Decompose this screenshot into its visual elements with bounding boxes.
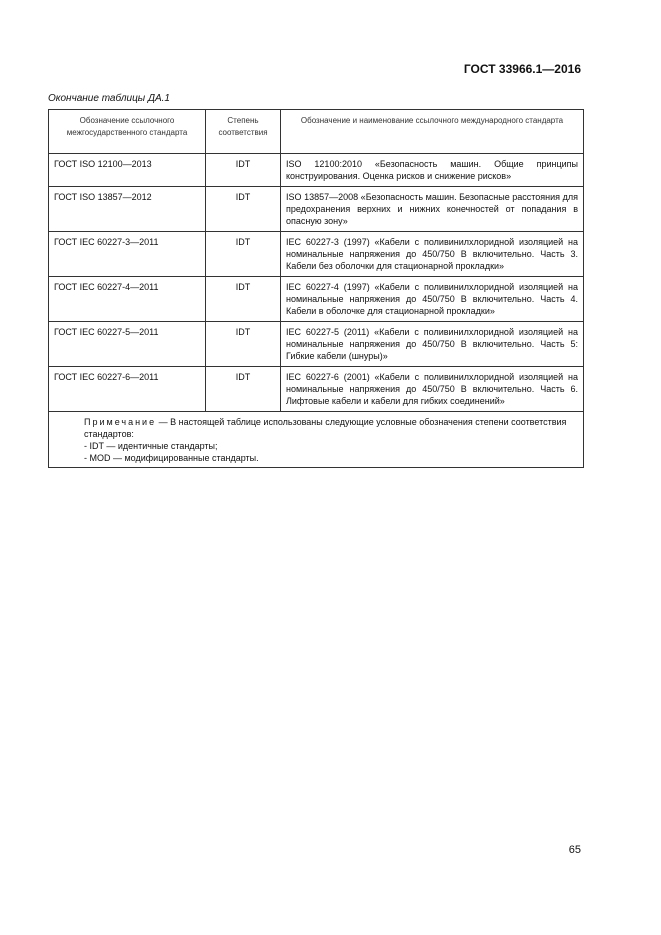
header-degree-of-conformity: Степень соответствия (206, 110, 281, 154)
note-label: Примечание (84, 417, 157, 427)
note-intro (54, 416, 578, 440)
cell-reference: IEC 60227-6 (2001) «Кабели с поливинилхлоридной изоляцией на номинальные напряжения до 450/750 В включительно. Часть 6. Лифтовые кабели и кабели для гибких соединений» (281, 367, 584, 412)
cell-designation: ГОСТ IEC 60227-3—2011 (49, 232, 206, 277)
note-text: — В настоящей таблице использованы следующие условные обозначения степени соответствия стандартов: (84, 417, 567, 439)
cell-reference: ISO 13857—2008 «Безопасность машин. Безопасные расстояния для предохранения верхних и нижних конечностей от попадания в опасную зону» (281, 187, 584, 232)
table-note-row (49, 412, 584, 468)
table-row (49, 277, 584, 322)
header-international-standard: Обозначение и наименование ссылочного международного стандарта (281, 110, 584, 154)
cell-designation: ГОСТ IEC 60227-5—2011 (49, 322, 206, 367)
cell-degree: IDT (206, 187, 281, 232)
cell-reference: IEC 60227-4 (1997) «Кабели с поливинилхлоридной изоляцией на номинальные напряжения до 450/750 В включительно. Часть 4. Кабели в оболочке для стационарной прокладки» (281, 277, 584, 322)
cell-designation: ГОСТ IEC 60227-4—2011 (49, 277, 206, 322)
table-row (49, 154, 584, 187)
cell-degree: IDT (206, 322, 281, 367)
cell-reference: IEC 60227-5 (2011) «Кабели с поливинилхлоридной изоляцией на номинальные напряжения до 450/750 В включительно. Часть 5: Гибкие кабели (шнуры)» (281, 322, 584, 367)
table-row (49, 187, 584, 232)
cell-designation: ГОСТ ISO 13857—2012 (49, 187, 206, 232)
cell-designation: ГОСТ IEC 60227-6—2011 (49, 367, 206, 412)
cell-degree: IDT (206, 154, 281, 187)
document-number: ГОСТ 33966.1—2016 (463, 62, 581, 76)
cell-designation: ГОСТ ISO 12100—2013 (49, 154, 206, 187)
reference-standards-table (48, 109, 584, 468)
cell-reference: IEC 60227-3 (1997) «Кабели с поливинилхлоридной изоляцией на номинальные напряжения до 450/750 В включительно. Часть 3. Кабели без оболочки для стационарной прокладки» (281, 232, 584, 277)
header-interstate-standard: Обозначение ссылочного межгосударственного стандарта (49, 110, 206, 154)
table-note (49, 412, 584, 468)
cell-degree: IDT (206, 367, 281, 412)
cell-reference: ISO 12100:2010 «Безопасность машин. Общие принципы конструирования. Оценка рисков и снижение рисков» (281, 154, 584, 187)
table-row (49, 232, 584, 277)
table-header-row (49, 110, 584, 154)
note-item: - IDT — идентичные стандарты; (84, 441, 218, 451)
table-row (49, 367, 584, 412)
cell-degree: IDT (206, 277, 281, 322)
page-number: 65 (568, 844, 581, 856)
table-row (49, 322, 584, 367)
note-item: - MOD — модифицированные стандарты. (84, 453, 259, 463)
table-caption: Окончание таблицы ДА.1 (48, 93, 170, 104)
cell-degree: IDT (206, 232, 281, 277)
